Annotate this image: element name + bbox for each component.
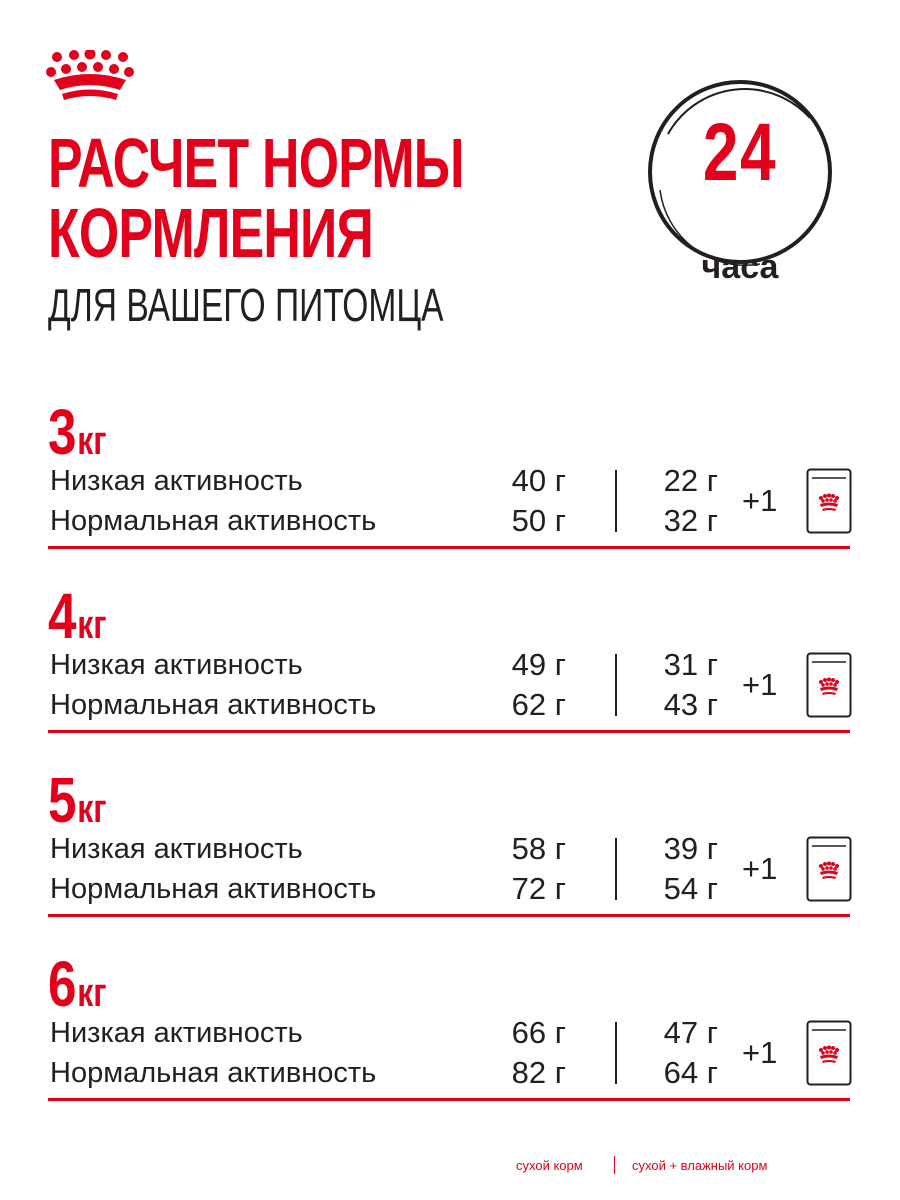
mixed-food-low: 31 г [663, 647, 718, 682]
activity-label-low: Низкая активность [50, 833, 303, 865]
weight-unit: кг [77, 603, 107, 647]
activity-label-low: Низкая активность [50, 1017, 303, 1049]
dry-food-low: 66 г [511, 1015, 566, 1050]
dry-food-low: 58 г [511, 831, 566, 866]
mixed-food-low: 22 г [663, 463, 718, 498]
activity-label-normal: Нормальная активность [50, 689, 377, 721]
weight-unit: кг [77, 419, 107, 463]
dry-food-normal: 72 г [511, 871, 566, 906]
dry-food-normal: 50 г [511, 503, 566, 538]
wet-food-pouch-icon [806, 836, 852, 902]
weight-section-4kg [0, 580, 900, 744]
badge-number: 24 [702, 107, 778, 198]
plus-pouch-count: +1 [742, 667, 778, 702]
hours-badge [640, 72, 840, 286]
page-title [48, 124, 464, 272]
mixed-food-normal: 54 г [663, 871, 718, 906]
title-line-2: КОРМЛЕНИЯ [48, 194, 374, 272]
plus-pouch-count: +1 [742, 851, 778, 886]
mixed-food-normal: 64 г [663, 1055, 718, 1090]
badge-unit: часа [701, 248, 779, 286]
section-divider-line [48, 1098, 850, 1101]
weight-heading [48, 764, 107, 836]
wet-food-pouch-icon [806, 468, 852, 534]
weight-number: 6 [48, 948, 77, 1020]
activity-label-low: Низкая активность [50, 649, 303, 681]
weight-heading [48, 580, 107, 652]
legend-divider [614, 1156, 615, 1174]
mixed-food-normal: 32 г [663, 503, 718, 538]
royal-crown-logo-icon [44, 50, 136, 102]
wet-food-pouch-icon [806, 1020, 852, 1086]
plus-pouch-count: +1 [742, 483, 778, 518]
title-line-1: РАСЧЕТ НОРМЫ [48, 124, 464, 202]
weight-section-6kg [0, 948, 900, 1112]
page-subtitle: ДЛЯ ВАШЕГО ПИТОМЦА [48, 279, 444, 331]
weight-unit: кг [77, 787, 107, 831]
plus-pouch-count: +1 [742, 1035, 778, 1070]
weight-section-5kg [0, 764, 900, 928]
dry-food-low: 40 г [511, 463, 566, 498]
section-divider-line [48, 546, 850, 549]
activity-label-normal: Нормальная активность [50, 873, 377, 905]
activity-label-normal: Нормальная активность [50, 505, 377, 537]
wet-food-pouch-icon [806, 652, 852, 718]
weight-number: 4 [48, 580, 77, 652]
weight-heading [48, 396, 107, 468]
legend-mixed-food: сухой + влажный корм [632, 1158, 768, 1173]
dry-food-low: 49 г [511, 647, 566, 682]
weight-number: 3 [48, 396, 77, 468]
weight-unit: кг [77, 971, 107, 1015]
weight-section-3kg [0, 396, 900, 560]
weight-heading [48, 948, 107, 1020]
weight-number: 5 [48, 764, 77, 836]
activity-label-low: Низкая активность [50, 465, 303, 497]
activity-label-normal: Нормальная активность [50, 1057, 377, 1089]
mixed-food-low: 39 г [663, 831, 718, 866]
section-divider-line [48, 914, 850, 917]
dry-food-normal: 62 г [511, 687, 566, 722]
section-divider-line [48, 730, 850, 733]
mixed-food-normal: 43 г [663, 687, 718, 722]
dry-food-normal: 82 г [511, 1055, 566, 1090]
mixed-food-low: 47 г [663, 1015, 718, 1050]
legend-dry-food: сухой корм [516, 1158, 583, 1173]
